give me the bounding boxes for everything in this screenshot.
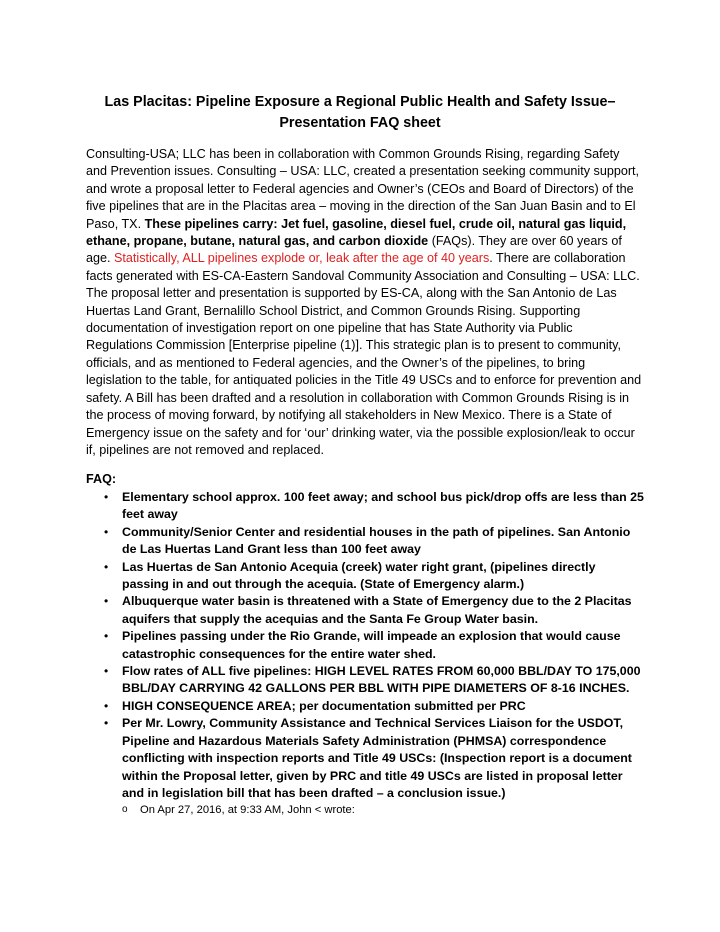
faq-item (104, 524, 644, 559)
faq-item-text: HIGH CONSEQUENCE AREA; per documentation submitted per PRC (122, 698, 526, 713)
faq-item-text: Flow rates of ALL five pipelines: HIGH LEVEL RATES FROM 60,000 BBL/DAY TO 175,000 BBL/DAY CARRYING 42 GALLONS PER BBL WITH PIPE DIAMETERS OF 8-16 INCHES. (122, 664, 641, 696)
faq-item-text: Pipelines passing under the Rio Grande, will impeade an explosion that would cause catastrophic consequences for the entire water shed. (122, 629, 621, 661)
bullet-icon: • (104, 629, 109, 644)
bullet-icon: • (104, 716, 109, 731)
bullet-icon: • (104, 559, 109, 574)
intro-paragraph (86, 146, 642, 459)
sub-bullet-icon: o (122, 804, 128, 816)
faq-item-text: Per Mr. Lowry, Community Assistance and Technical Services Liaison for the USDOT, Pipeline and Hazardous Materials Safety Administration (PHMSA) correspondence conflicting with inspection reports and Title 49 USCs: (Inspection report is a document within the Proposal letter, given by PRC and title 49 USCs are listed in proposal letter and in legislation bill that has been drafted – a conclusion issue.) (122, 716, 632, 800)
intro-bold-text: These pipelines carry: Jet fuel, gasoline, diesel fuel, crude oil, natural gas liquid, ethane, propane, butane, natural gas, and carbon dioxide (86, 216, 627, 249)
faq-item-text: Las Huertas de San Antonio Acequia (creek) water right grant, (pipelines directly passing in and out through the acequia. (State of Emergency alarm.) (122, 559, 596, 592)
intro-text-a: Consulting-USA; LLC has been in collaboration with Common Grounds Rising, regarding Safety and Prevention issues. Consulting – USA: LLC, created a presentation seeking community support, and wrote a proposal letter to Federal agencies and Owner’s (CEOs and Board of Directors) of the five pipelines that are in the Placitas area – moving in the direction of the San Juan Basin and to El Paso, TX. (86, 147, 640, 231)
intro-text-b: (FAQs). They are over 60 years of age. (86, 234, 622, 266)
faq-item (104, 698, 644, 715)
document-title (60, 92, 660, 134)
faq-sub-list (122, 802, 644, 818)
faq-item (104, 489, 644, 524)
bullet-icon: • (104, 490, 109, 504)
bullet-icon: • (104, 664, 109, 679)
bullet-icon: • (104, 594, 109, 609)
faq-item-text: Albuquerque water basin is threatened with a State of Emergency due to the 2 Placitas aquifers that supply the acequias and the Santa Fe Group Water basin. (122, 594, 632, 626)
bullet-icon: • (104, 698, 109, 713)
faq-item (104, 663, 644, 698)
faq-sub-item-text: On Apr 27, 2016, at 9:33 AM, John < wrote: (140, 804, 355, 817)
intro-red-highlight: Statistically, ALL pipelines explode or, leak after the age of 40 years (114, 251, 490, 266)
faq-item-text: Elementary school approx. 100 feet away; and school bus pick/drop offs are less than 25 feet away (122, 490, 644, 522)
faq-item (104, 715, 644, 818)
faq-item (104, 593, 644, 628)
faq-list (104, 489, 644, 818)
faq-item (104, 559, 644, 594)
faq-item-text: Community/Senior Center and residential houses in the path of pipelines. San Antonio de Las Huertas Land Grant less than 100 feet away (122, 524, 631, 557)
intro-text-c: . There are collaboration facts generated with ES-CA-Eastern Sandoval Community Association and Consulting – USA: LLC. The proposal letter and presentation is supported by ES-CA, along with the San Antonio de Las Huertas Land Grant, Bernalillo School District, and Common Grounds Rising. Supporting documentation of investigation report on one pipeline that has State Authority via Public Regulations Commission [Enterprise pipeline (1)]. This strategic plan is to present to community, officials, and as mentioned to Federal agencies, and the Owner’s of the pipelines, to bring legislation to the table, for antiquated policies in the Title 49 USCs and to enforce for prevention and safety. A Bill has been drafted and a resolution in collaboration with Common Grounds Rising is in the process of moving forward, by notifying all stakeholders in New Mexico. There is a State of Emergency issue on the safety and for ‘our’ drinking water, via the possible explosion/leak to occur if, pipelines are not removed and replaced. (86, 251, 642, 457)
title-line-2: Presentation FAQ sheet (279, 115, 441, 131)
faq-heading: FAQ: (86, 472, 117, 486)
title-line-1: Las Placitas: Pipeline Exposure a Regional Public Health and Safety Issue– (104, 94, 616, 110)
faq-item (104, 628, 644, 663)
faq-sub-item (122, 802, 644, 818)
bullet-icon: • (104, 524, 109, 539)
